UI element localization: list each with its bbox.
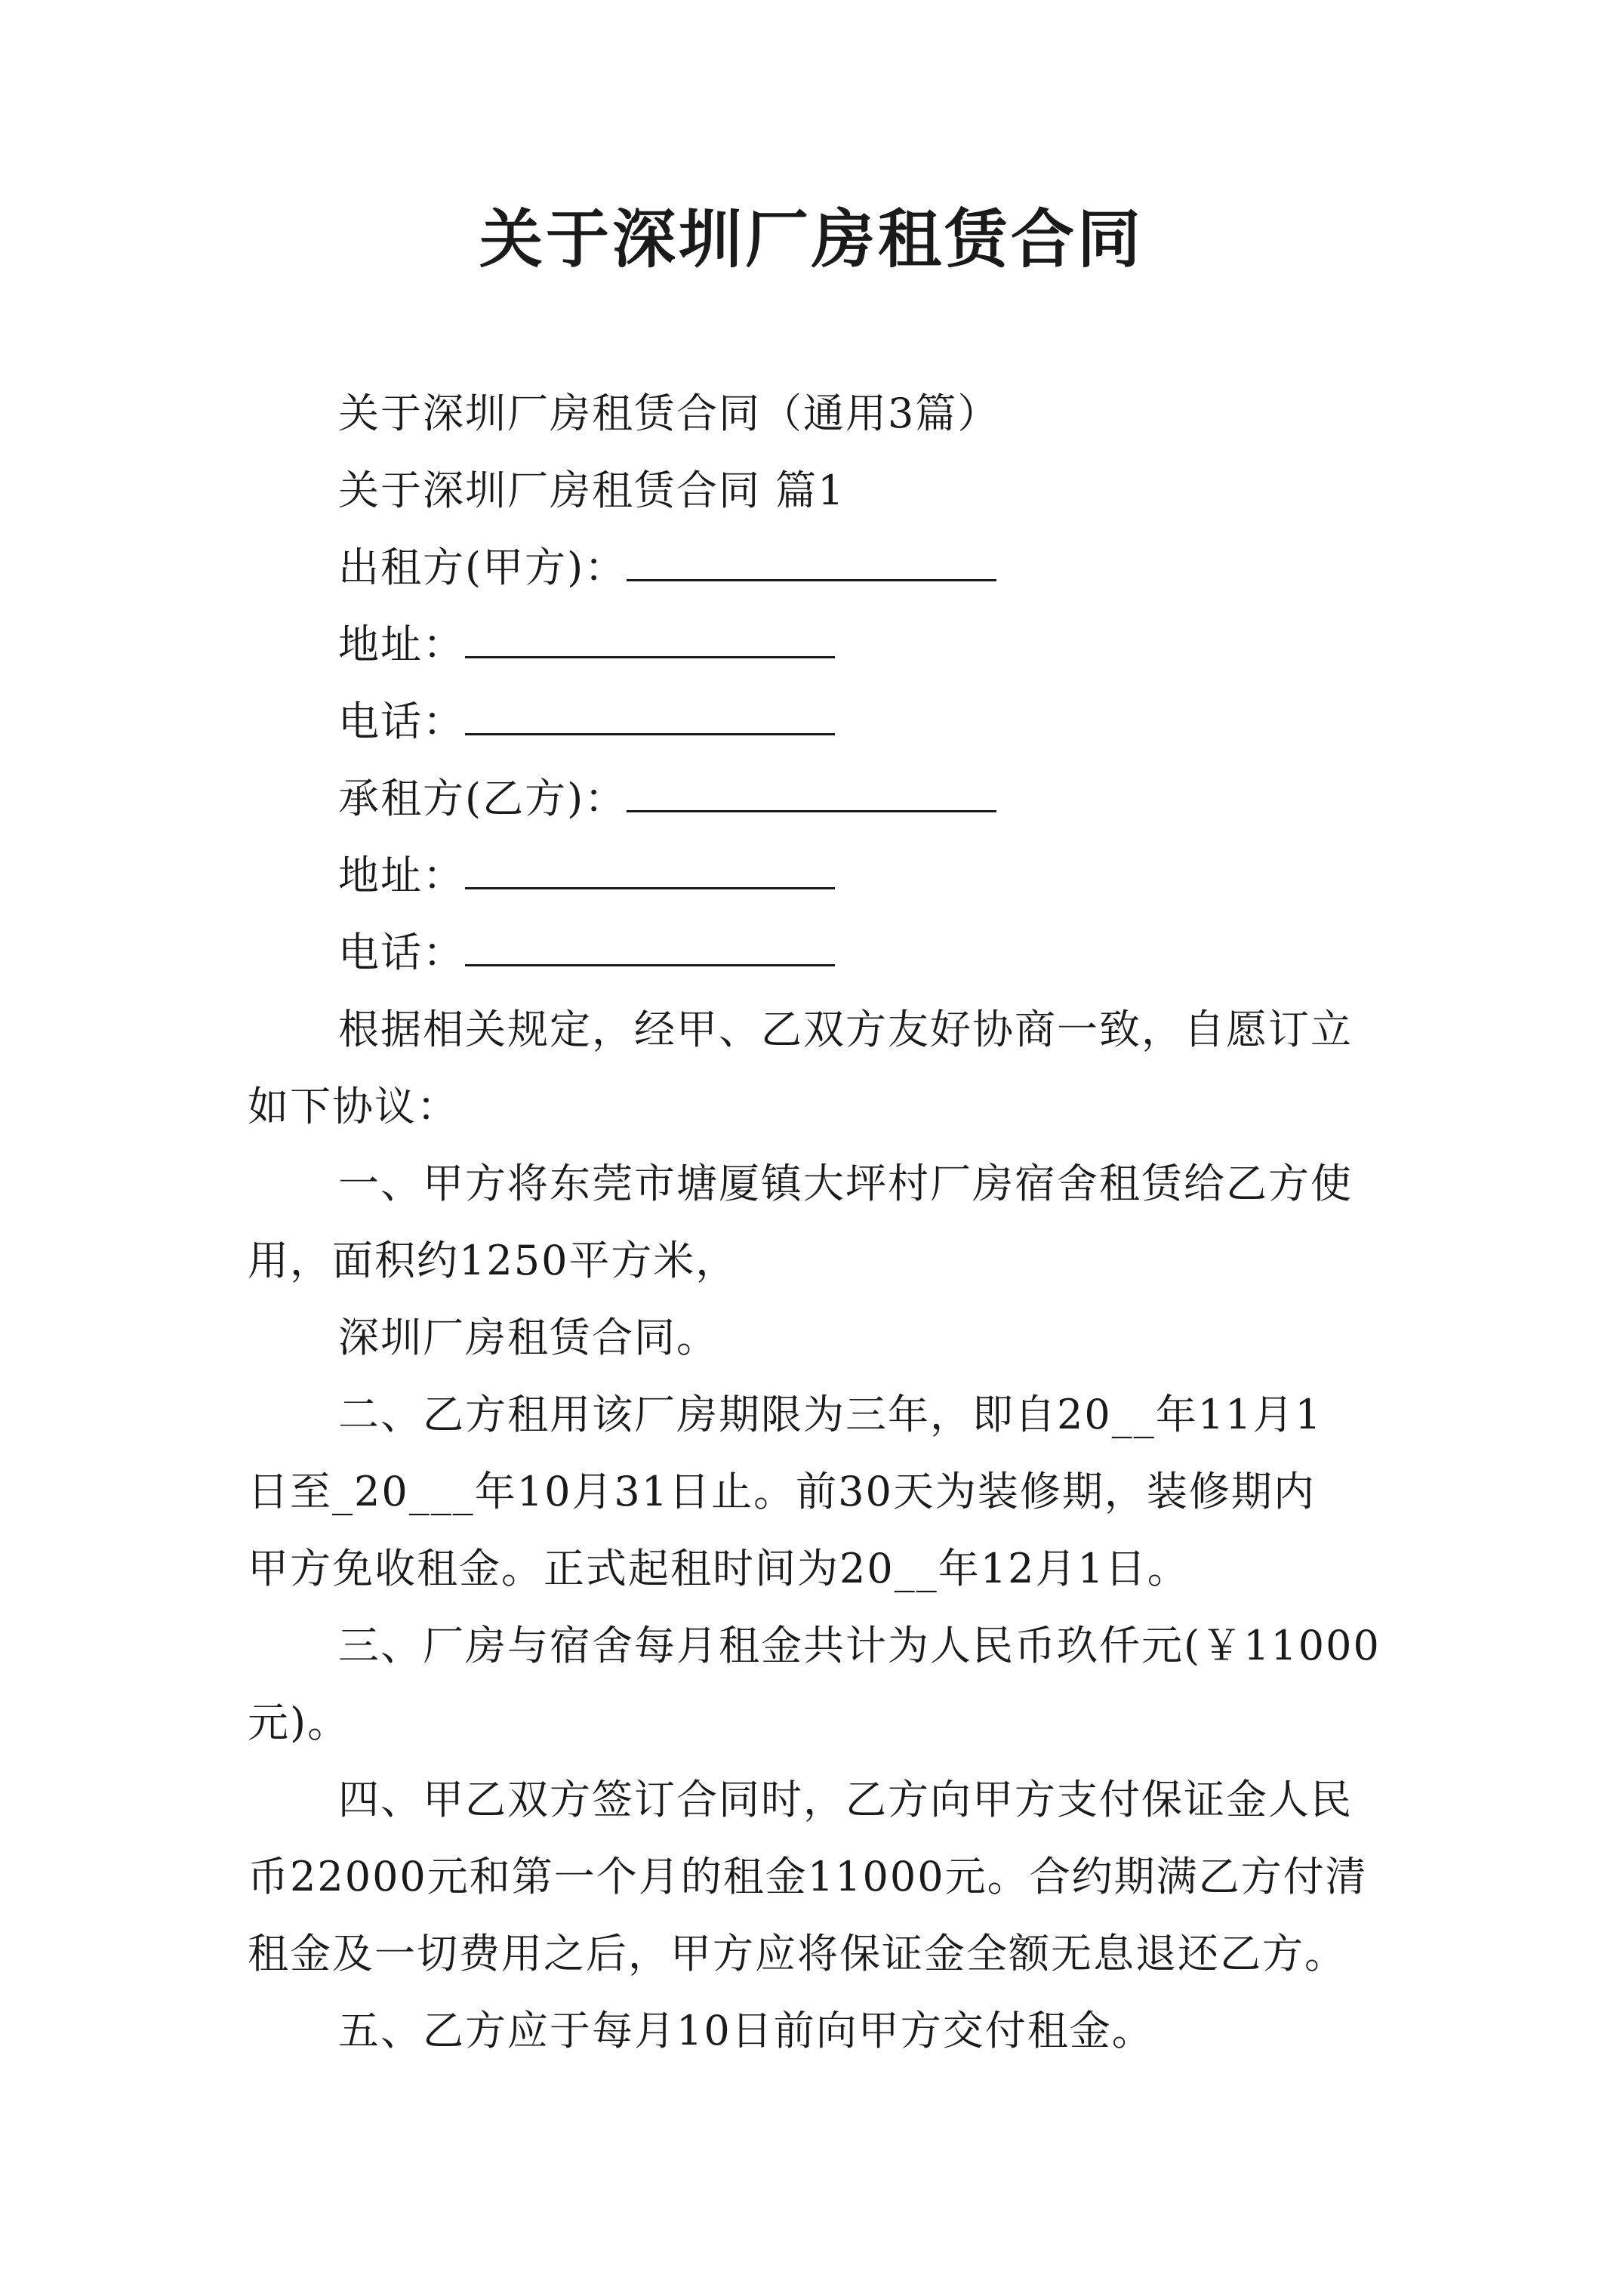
- lessee-blank: [627, 772, 996, 812]
- lessor-address-label: 地址：: [338, 621, 465, 668]
- lessor-address-field: [338, 618, 835, 672]
- document-title: 关于深圳厂房租赁合同: [479, 202, 1144, 276]
- paragraph-line: 根据相关规定，经甲、乙双方友好协商一致，自愿订立: [338, 1006, 1353, 1053]
- clause-2-line: 日至_20___年10月31日止。前30天为装修期，装修期内: [248, 1468, 1316, 1515]
- lessee-phone-field: [338, 926, 835, 980]
- clause-2-line: 甲方免收租金。正式起租时间为20__年12月1日。: [248, 1545, 1190, 1592]
- clause-3-line: 元)。: [248, 1699, 350, 1746]
- lessee-field: [338, 772, 996, 826]
- clause-1-line: 一、甲方将东莞市塘厦镇大坪村厂房宿舍租赁给乙方使: [338, 1160, 1353, 1207]
- clause-4-line: 币22000元和第一个月的租金11000元。合约期满乙方付清: [248, 1853, 1368, 1900]
- clause-4-line: 租金及一切费用之后，甲方应将保证金全额无息退还乙方。: [248, 1930, 1347, 1977]
- lessor-blank: [627, 541, 996, 581]
- subtitle-line: 关于深圳厂房租赁合同（通用3篇）: [338, 390, 1000, 437]
- lessee-address-blank: [465, 849, 835, 889]
- lessor-address-blank: [465, 618, 835, 658]
- lessor-phone-field: [338, 695, 835, 749]
- clause-5-line: 五、乙方应于每月10日前向甲方交付租金。: [338, 2007, 1154, 2054]
- paragraph-line: 如下协议：: [248, 1083, 459, 1130]
- lessor-field: [338, 541, 996, 595]
- lessor-label: 出租方(甲方)：: [338, 544, 627, 591]
- lessee-label: 承租方(乙方)：: [338, 775, 627, 822]
- lessor-phone-blank: [465, 695, 835, 735]
- section-heading: 关于深圳厂房租赁合同 篇1: [338, 467, 845, 514]
- clause-1-line: 用，面积约1250平方米，: [248, 1237, 738, 1284]
- lessee-address-field: [338, 849, 835, 903]
- clause-4-line: 四、甲乙双方签订合同时，乙方向甲方支付保证金人民: [338, 1776, 1353, 1823]
- clause-3-line: 三、厂房与宿舍每月租金共计为人民币玖仟元(￥11000: [338, 1622, 1381, 1669]
- lessee-phone-label: 电话：: [338, 929, 465, 976]
- lessee-address-label: 地址：: [338, 852, 465, 899]
- lessor-phone-label: 电话：: [338, 698, 465, 745]
- clause-2-line: 二、乙方租用该厂房期限为三年，即自20__年11月1: [338, 1391, 1323, 1438]
- paragraph-line: 深圳厂房租赁合同。: [338, 1314, 719, 1361]
- lessee-phone-blank: [465, 926, 835, 966]
